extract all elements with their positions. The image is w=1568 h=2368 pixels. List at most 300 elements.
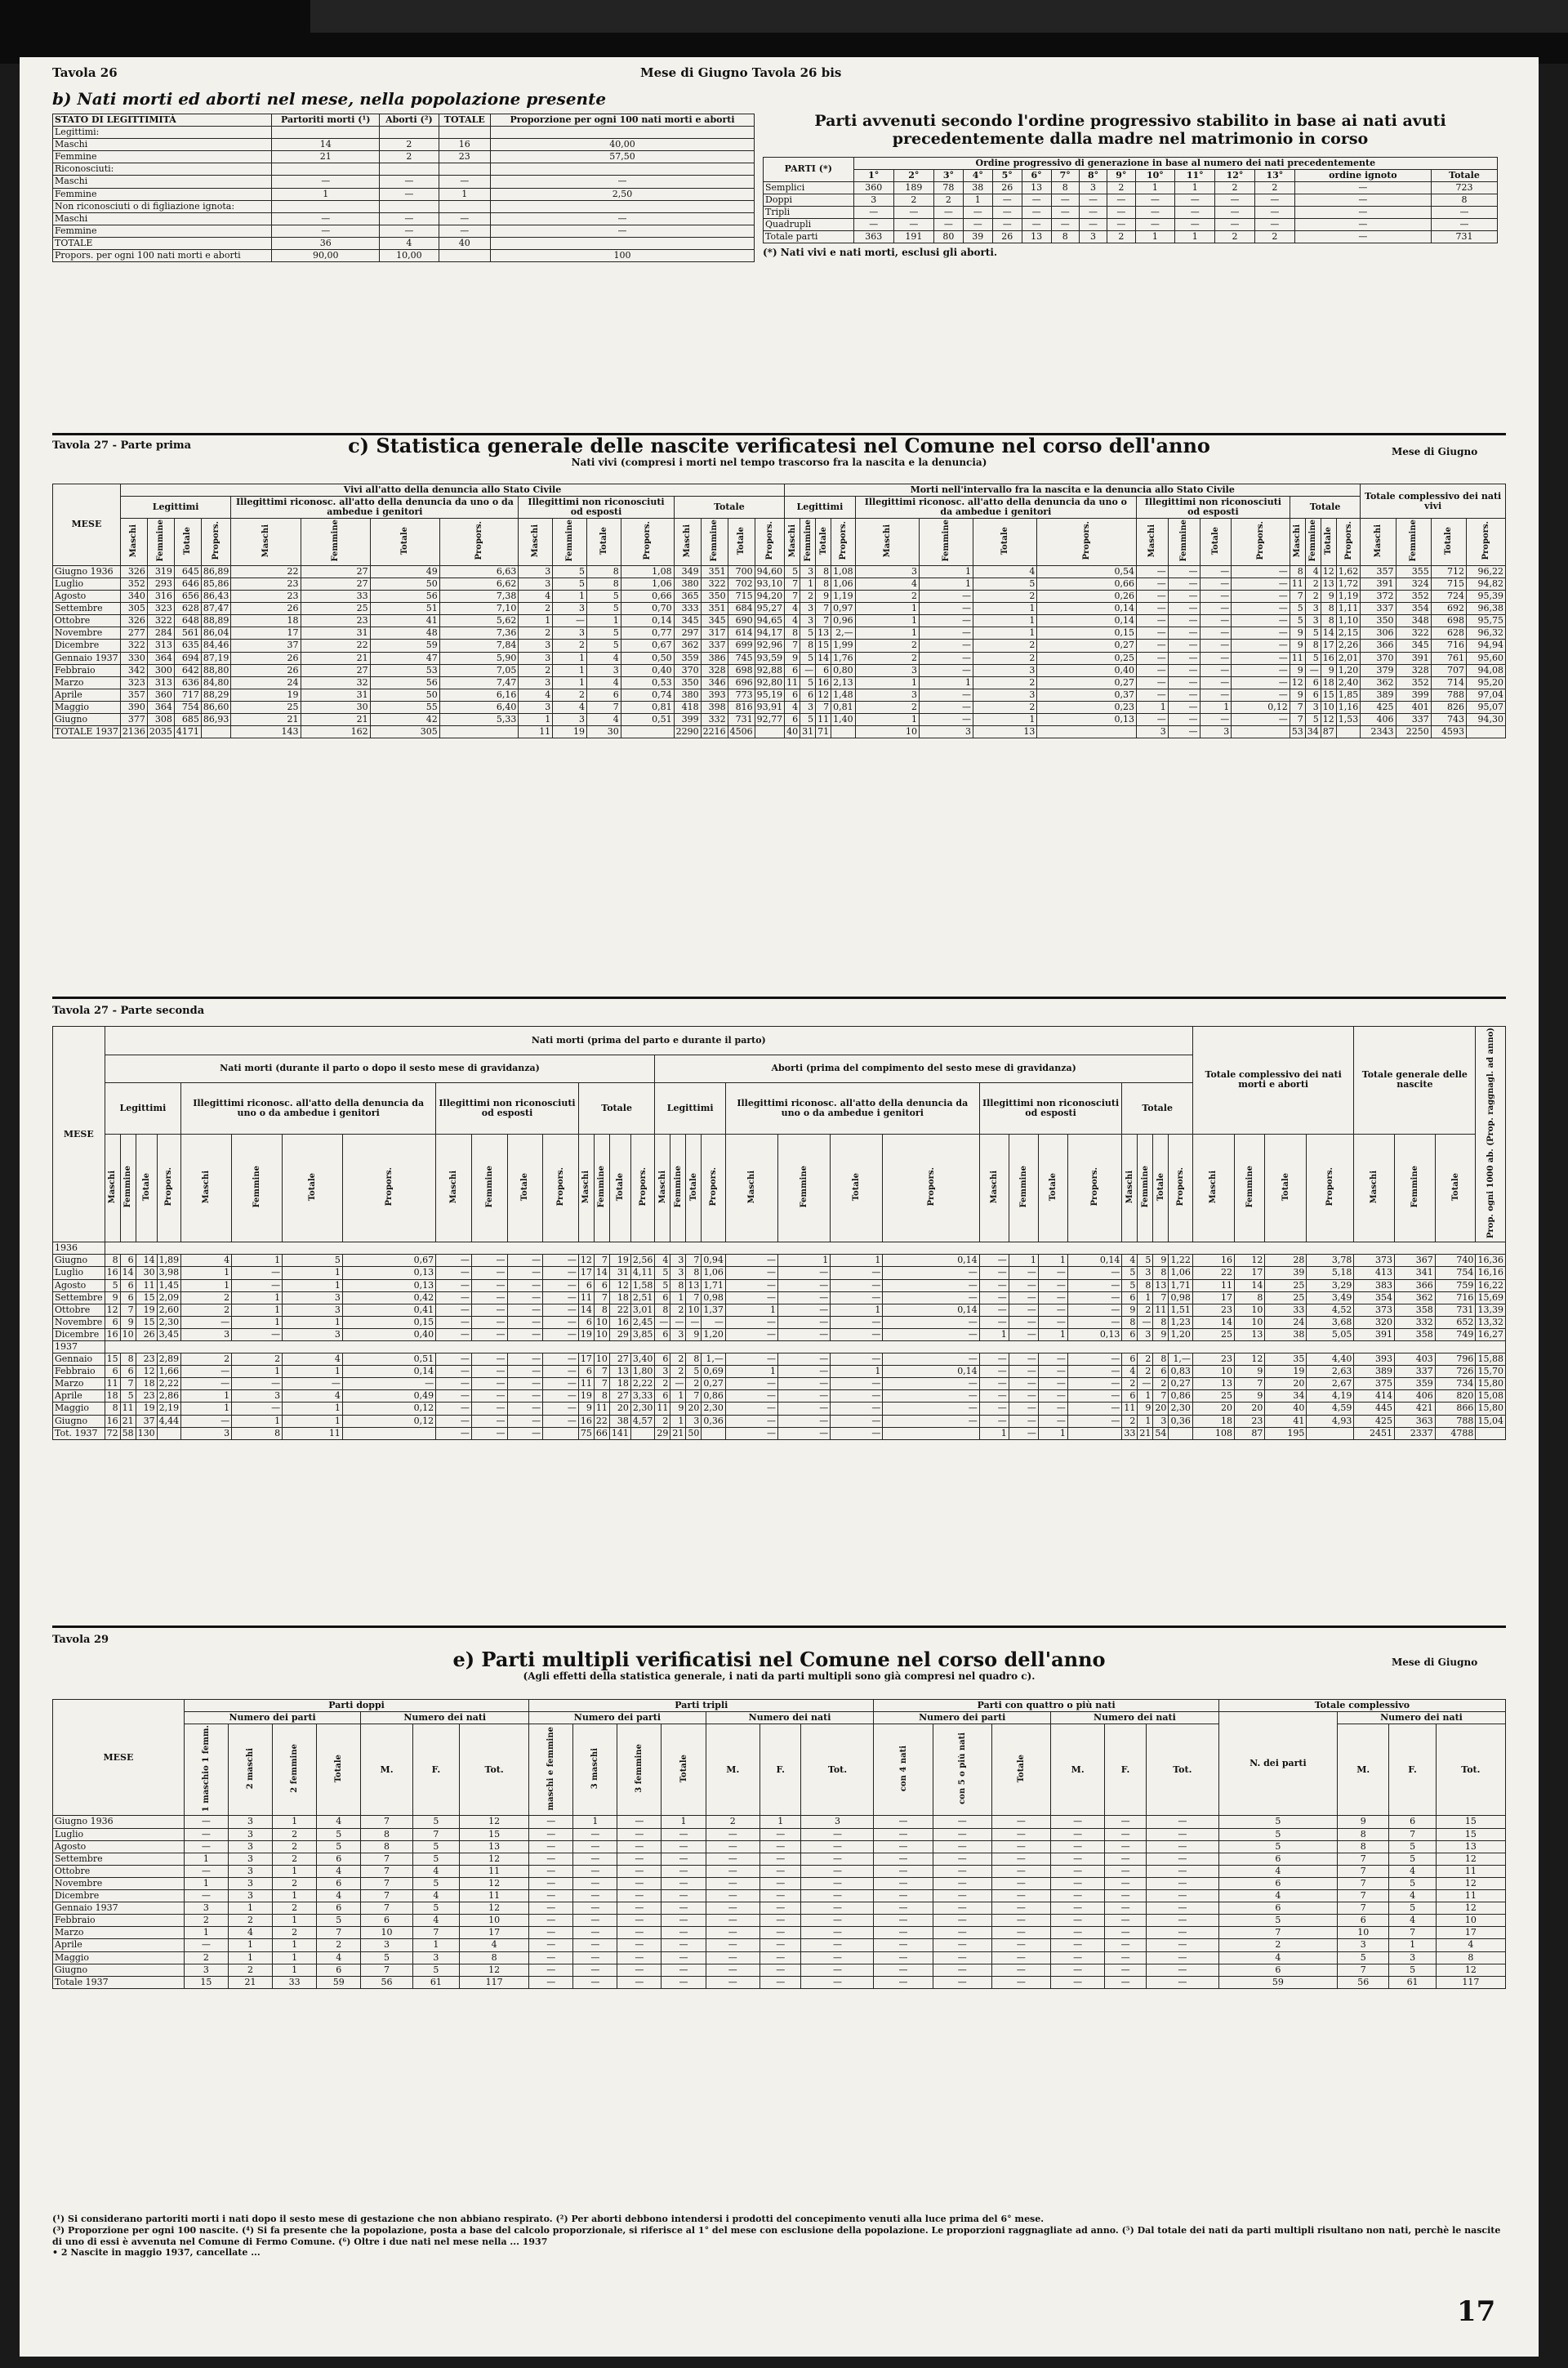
data-cell: —: [1168, 591, 1200, 603]
section-b: [52, 90, 755, 262]
data-cell: 0,77: [621, 627, 674, 640]
vertical-header-label: Maschi: [261, 524, 270, 558]
data-cell: —: [1009, 1366, 1038, 1378]
vertical-header-label: Maschi: [882, 524, 892, 558]
column-header: [519, 519, 553, 566]
data-cell: 7: [361, 1902, 412, 1915]
data-cell: 7: [412, 1927, 459, 1939]
data-cell: 714: [1431, 676, 1466, 689]
data-cell: 0,36: [702, 1415, 726, 1427]
column-header: [1395, 1134, 1436, 1242]
data-cell: 3: [1305, 615, 1321, 627]
data-cell: 1: [1038, 1255, 1067, 1267]
subgroup-header: Totale: [1122, 1083, 1193, 1134]
data-cell: 362: [1361, 676, 1396, 689]
subgroup-header: Numero dei nati: [706, 1712, 874, 1724]
data-cell: —: [1105, 1890, 1147, 1902]
data-cell: 1: [553, 591, 587, 603]
data-cell: 39: [1265, 1267, 1307, 1279]
data-cell: —: [543, 1279, 579, 1291]
data-cell: 41: [370, 615, 439, 627]
data-cell: —: [979, 1279, 1009, 1291]
data-cell: 0,51: [342, 1353, 435, 1366]
vertical-header-label: Totale: [1048, 1172, 1058, 1202]
data-cell: 94,08: [1466, 664, 1505, 676]
column-header: M.: [1050, 1724, 1104, 1816]
vertical-header-label: Totale: [307, 1172, 317, 1202]
vertical-header-label: Femmine: [1018, 1166, 1028, 1208]
data-cell: —: [670, 1316, 686, 1328]
total-cell: —: [1168, 726, 1200, 738]
column-header: [1466, 519, 1505, 566]
row-label: Legittimi:: [53, 127, 272, 139]
data-cell: —: [778, 1316, 831, 1328]
column-header: [1431, 519, 1466, 566]
data-cell: 4: [412, 1890, 459, 1902]
data-cell: —: [1105, 1927, 1147, 1939]
data-cell: —: [1200, 689, 1232, 701]
data-cell: 93,59: [755, 652, 785, 664]
data-cell: 1,58: [630, 1279, 655, 1291]
row-label: Non riconosciuti o di figliazione ignota:: [53, 200, 272, 212]
data-cell: 320: [1354, 1316, 1395, 1328]
data-cell: —: [883, 1267, 979, 1279]
data-cell: 3,45: [157, 1328, 181, 1340]
data-cell: 9: [1138, 1403, 1153, 1415]
data-cell: 16: [816, 676, 831, 689]
table-d: [52, 1026, 1506, 1440]
data-cell: 3: [800, 615, 816, 627]
header-row: [53, 484, 1506, 497]
data-cell: 2: [181, 1304, 232, 1316]
data-cell: —: [529, 1915, 573, 1927]
data-cell: 7: [1338, 1890, 1389, 1902]
data-cell: 1: [553, 652, 587, 664]
total-cell: 162: [301, 726, 370, 738]
data-cell: —: [1432, 219, 1498, 231]
data-cell: 0,42: [342, 1291, 435, 1304]
data-cell: 2,—: [831, 627, 856, 640]
data-cell: 1,16: [1336, 701, 1361, 713]
row-label: Maschi: [53, 212, 272, 225]
column-header: Partoriti morti (¹): [272, 114, 380, 127]
data-cell: 685: [174, 714, 201, 726]
data-cell: 816: [728, 701, 755, 713]
data-cell: 3: [519, 676, 553, 689]
data-cell: —: [893, 219, 933, 231]
data-cell: 2: [670, 1304, 686, 1316]
data-cell: —: [991, 1951, 1050, 1964]
data-cell: —: [979, 1403, 1009, 1415]
data-cell: 4: [655, 1255, 670, 1267]
data-cell: 0,83: [1169, 1366, 1193, 1378]
data-cell: 6: [655, 1353, 670, 1366]
total-cell: —: [1050, 1976, 1104, 1988]
data-cell: 34: [1265, 1390, 1307, 1403]
data-cell: 2: [973, 676, 1036, 689]
subgroup-header: Legittimi: [655, 1083, 726, 1134]
data-cell: —: [1254, 219, 1294, 231]
table-row: [53, 212, 755, 225]
data-cell: —: [979, 1291, 1009, 1304]
data-cell: 96,32: [1466, 627, 1505, 640]
data-cell: —: [529, 1890, 573, 1902]
subgroup-header: Totale: [674, 497, 785, 519]
month-label: Novembre: [53, 1877, 185, 1889]
data-cell: —: [778, 1378, 831, 1390]
table-row: [53, 1828, 1506, 1840]
data-cell: 4,19: [1307, 1390, 1354, 1403]
data-cell: 6: [655, 1328, 670, 1340]
data-cell: 92,96: [755, 640, 785, 652]
data-cell: 10: [1338, 1927, 1389, 1939]
data-cell: 2,30: [702, 1403, 726, 1415]
data-cell: 97,04: [1466, 689, 1505, 701]
total-cell: 54: [1153, 1427, 1169, 1439]
data-cell: 21: [301, 652, 370, 664]
data-cell: 1: [181, 1279, 232, 1291]
data-cell: 13: [1235, 1328, 1265, 1340]
data-cell: —: [1009, 1403, 1038, 1415]
data-cell: 2: [273, 1877, 317, 1889]
data-cell: 41: [1265, 1415, 1307, 1427]
column-header: [655, 1134, 670, 1242]
data-cell: 5: [105, 1279, 120, 1291]
data-cell: —: [933, 1927, 991, 1939]
data-cell: [439, 127, 490, 139]
vertical-header-label: Totale: [679, 1755, 688, 1783]
data-cell: —: [1038, 1403, 1067, 1415]
data-cell: 100: [491, 250, 755, 262]
column-header: [1009, 1134, 1038, 1242]
data-cell: 1: [184, 1927, 228, 1939]
row-label: TOTALE: [53, 237, 272, 249]
data-cell: —: [1067, 1366, 1122, 1378]
column-header: [1307, 1134, 1354, 1242]
table-row: [764, 194, 1498, 206]
vertical-header-label: 1 maschio 1 femm.: [201, 1725, 211, 1813]
data-cell: 7: [686, 1390, 702, 1403]
data-cell: 645: [174, 565, 201, 578]
data-cell: —: [184, 1816, 228, 1828]
table-row: [53, 1877, 1506, 1889]
data-cell: 2: [228, 1915, 272, 1927]
data-cell: —: [573, 1877, 617, 1889]
table-row: [53, 1353, 1506, 1366]
data-cell: 1: [273, 1816, 317, 1828]
data-cell: —: [1146, 1816, 1218, 1828]
data-cell: —: [1067, 1316, 1122, 1328]
data-cell: —: [436, 1415, 472, 1427]
data-cell: —: [920, 591, 973, 603]
data-cell: 13: [460, 1840, 529, 1853]
data-cell: 4: [1218, 1890, 1337, 1902]
order-header: Totale: [1432, 169, 1498, 181]
data-cell: —: [181, 1415, 232, 1427]
data-cell: —: [979, 1366, 1009, 1378]
data-cell: 1,80: [630, 1366, 655, 1378]
data-cell: —: [184, 1828, 228, 1840]
data-cell: 1,45: [157, 1279, 181, 1291]
data-cell: —: [436, 1279, 472, 1291]
data-cell: 8: [655, 1304, 670, 1316]
data-cell: 95,20: [1466, 676, 1505, 689]
section-c-title: c) Statistica generale delle nascite verificatesi nel Comune nel corso dell'anno: [348, 434, 1210, 457]
data-cell: —: [874, 1964, 933, 1976]
group-header: Ordine progressivo di generazione in base al numero dei nati precedentemente: [853, 157, 1497, 169]
data-cell: 86,04: [201, 627, 231, 640]
data-cell: —: [706, 1890, 760, 1902]
total-cell: [630, 1427, 655, 1439]
data-cell: —: [1051, 194, 1079, 206]
data-cell: 350: [701, 591, 728, 603]
data-cell: 0,13: [342, 1267, 435, 1279]
data-cell: 1: [181, 1267, 232, 1279]
column-header: [728, 519, 755, 566]
data-cell: —: [471, 1316, 507, 1328]
data-cell: 0,27: [1169, 1378, 1193, 1390]
data-cell: 19: [609, 1255, 630, 1267]
data-cell: 38: [1265, 1328, 1307, 1340]
month-label: Giugno: [53, 1255, 105, 1267]
data-cell: 90,00: [272, 250, 380, 262]
data-cell: 6: [120, 1279, 136, 1291]
data-cell: 11: [594, 1403, 609, 1415]
data-cell: —: [991, 1877, 1050, 1889]
data-cell: 27: [301, 565, 370, 578]
data-cell: —: [1050, 1877, 1104, 1889]
data-cell: 1: [973, 627, 1036, 640]
data-cell: —: [1107, 194, 1135, 206]
total-cell: —: [706, 1976, 760, 1988]
data-cell: 2,26: [1336, 640, 1361, 652]
data-cell: 0,37: [1037, 689, 1137, 701]
data-cell: 379: [1361, 664, 1396, 676]
data-cell: —: [1009, 1316, 1038, 1328]
order-header: 4°: [963, 169, 992, 181]
data-cell: 3: [655, 1366, 670, 1378]
data-cell: —: [760, 1828, 801, 1840]
data-cell: 337: [1361, 603, 1396, 615]
data-cell: 9: [1290, 627, 1305, 640]
data-cell: —: [662, 1915, 706, 1927]
data-cell: 11: [136, 1279, 157, 1291]
data-cell: 3: [670, 1255, 686, 1267]
data-cell: 401: [1396, 701, 1431, 713]
divider-3: [52, 1625, 1506, 1628]
vertical-header-label: Propors.: [1343, 521, 1353, 560]
data-cell: 0,27: [702, 1378, 726, 1390]
data-cell: 4: [519, 689, 553, 701]
table-row: [53, 200, 755, 212]
data-cell: —: [991, 1828, 1050, 1840]
data-cell: —: [342, 1378, 435, 1390]
data-cell: 4: [283, 1353, 343, 1366]
order-header: ordine ignoto: [1294, 169, 1431, 181]
data-cell: —: [991, 1840, 1050, 1853]
column-header: [436, 1134, 472, 1242]
total-cell: 1: [979, 1427, 1009, 1439]
data-cell: —: [1137, 591, 1169, 603]
data-cell: 3: [519, 652, 553, 664]
data-cell: —: [1009, 1291, 1038, 1304]
data-cell: 10: [1235, 1304, 1265, 1316]
data-cell: —: [184, 1939, 228, 1951]
data-cell: —: [933, 1853, 991, 1865]
data-cell: 6: [785, 714, 800, 726]
data-cell: 754: [174, 701, 201, 713]
data-cell: 2,01: [1336, 652, 1361, 664]
data-cell: 22: [231, 565, 301, 578]
vertical-header-label: Propors.: [643, 521, 653, 560]
data-cell: 1: [232, 1291, 283, 1304]
data-cell: 1: [963, 194, 992, 206]
order-header: 6°: [1022, 169, 1051, 181]
data-cell: —: [1050, 1902, 1104, 1915]
data-cell: 8: [120, 1353, 136, 1366]
data-cell: [272, 200, 380, 212]
data-cell: —: [1050, 1890, 1104, 1902]
data-cell: —: [1079, 219, 1107, 231]
data-cell: 826: [1431, 701, 1466, 713]
data-cell: 699: [728, 640, 755, 652]
month-label: Ottobre: [53, 615, 121, 627]
data-cell: 8: [1321, 615, 1336, 627]
data-cell: —: [979, 1415, 1009, 1427]
data-cell: 1: [181, 1403, 232, 1415]
data-cell: —: [1432, 207, 1498, 219]
data-cell: —: [1050, 1853, 1104, 1865]
row-label: Femmine: [53, 151, 272, 163]
data-cell: 3: [686, 1415, 702, 1427]
column-header: [184, 1724, 228, 1816]
section-e: [52, 1699, 1506, 1989]
data-cell: —: [1067, 1279, 1122, 1291]
data-cell: —: [778, 1291, 831, 1304]
data-cell: 715: [1431, 578, 1466, 590]
data-cell: 1,—: [702, 1353, 726, 1366]
section-d: [52, 1026, 1506, 1440]
data-cell: 16,27: [1476, 1328, 1506, 1340]
data-cell: 399: [674, 714, 701, 726]
data-cell: 5: [1389, 1840, 1436, 1853]
data-cell: 0,98: [702, 1291, 726, 1304]
data-cell: 84,46: [201, 640, 231, 652]
data-cell: 740: [1435, 1255, 1476, 1267]
data-cell: 3: [853, 194, 893, 206]
data-cell: 13: [609, 1366, 630, 1378]
vertical-header-label: Propors.: [926, 1167, 936, 1206]
data-cell: 0,12: [342, 1415, 435, 1427]
data-cell: 3: [855, 565, 919, 578]
data-cell: —: [662, 1951, 706, 1964]
data-cell: —: [853, 219, 893, 231]
data-cell: 15,70: [1476, 1366, 1506, 1378]
data-cell: 293: [147, 578, 174, 590]
data-cell: —: [471, 1366, 507, 1378]
data-cell: 352: [1396, 591, 1431, 603]
data-cell: 0,80: [831, 664, 856, 676]
data-cell: 692: [1431, 603, 1466, 615]
data-cell: 297: [674, 627, 701, 640]
data-cell: 731: [1435, 1304, 1476, 1316]
total-cell: [755, 726, 785, 738]
total-cell: 1: [1038, 1427, 1067, 1439]
data-cell: 0,94: [702, 1255, 726, 1267]
total-cell: 2343: [1361, 726, 1396, 738]
data-cell: 330: [120, 652, 147, 664]
data-cell: 13: [1436, 1840, 1505, 1853]
header-row: [53, 519, 1506, 566]
data-cell: —: [380, 212, 439, 225]
data-cell: —: [184, 1840, 228, 1853]
data-cell: 11: [816, 714, 831, 726]
data-cell: 87,19: [201, 652, 231, 664]
vertical-header-label: Maschi: [108, 1170, 118, 1204]
data-cell: 1: [973, 615, 1036, 627]
data-cell: —: [1137, 603, 1169, 615]
data-cell: 93,91: [755, 701, 785, 713]
data-cell: 614: [728, 627, 755, 640]
column-header: [1168, 519, 1200, 566]
data-cell: 391: [1354, 1328, 1395, 1340]
data-cell: 328: [1396, 664, 1431, 676]
subgroup-header: Illegittimi riconosc. all'atto della denuncia da uno o da ambedue i genitori: [855, 497, 1136, 519]
section-c-month: Mese di Giugno: [1392, 446, 1478, 457]
empty-cell: [105, 1340, 1505, 1353]
data-cell: —: [883, 1378, 979, 1390]
data-cell: —: [181, 1366, 232, 1378]
data-cell: 646: [174, 578, 201, 590]
data-cell: 277: [120, 627, 147, 640]
data-cell: 14: [816, 652, 831, 664]
header-row: [53, 1134, 1506, 1242]
data-cell: 2: [519, 627, 553, 640]
data-cell: —: [1067, 1291, 1122, 1304]
data-cell: 1,40: [831, 714, 856, 726]
group-header: Morti nell'intervallo fra la nascita e la denuncia allo Stato Civile: [785, 484, 1361, 497]
data-cell: 1,71: [1169, 1279, 1193, 1291]
data-cell: 628: [1431, 627, 1466, 640]
data-cell: 6: [578, 1366, 594, 1378]
table-row: [53, 1927, 1506, 1939]
data-cell: —: [1038, 1304, 1067, 1316]
data-cell: 17: [1235, 1267, 1265, 1279]
row-label: Maschi: [53, 176, 272, 188]
data-cell: 332: [701, 714, 728, 726]
data-cell: 12: [460, 1877, 529, 1889]
data-cell: —: [874, 1902, 933, 1915]
data-cell: 5: [1290, 615, 1305, 627]
data-cell: 6: [1218, 1902, 1337, 1915]
data-cell: —: [529, 1927, 573, 1939]
data-cell: 759: [1435, 1279, 1476, 1291]
data-cell: —: [1232, 640, 1290, 652]
data-cell: —: [380, 176, 439, 188]
vertical-header-label: Propors.: [474, 521, 484, 560]
data-cell: 18: [105, 1390, 120, 1403]
column-header: [586, 519, 621, 566]
data-cell: 1: [273, 1890, 317, 1902]
data-cell: 1,48: [831, 689, 856, 701]
data-cell: 1: [979, 1328, 1009, 1340]
data-cell: —: [760, 1964, 801, 1976]
data-cell: —: [232, 1267, 283, 1279]
data-cell: 2: [553, 640, 587, 652]
data-cell: —: [1175, 219, 1215, 231]
data-cell: —: [760, 1939, 801, 1951]
subgroup-header: Numero dei parti: [529, 1712, 706, 1724]
